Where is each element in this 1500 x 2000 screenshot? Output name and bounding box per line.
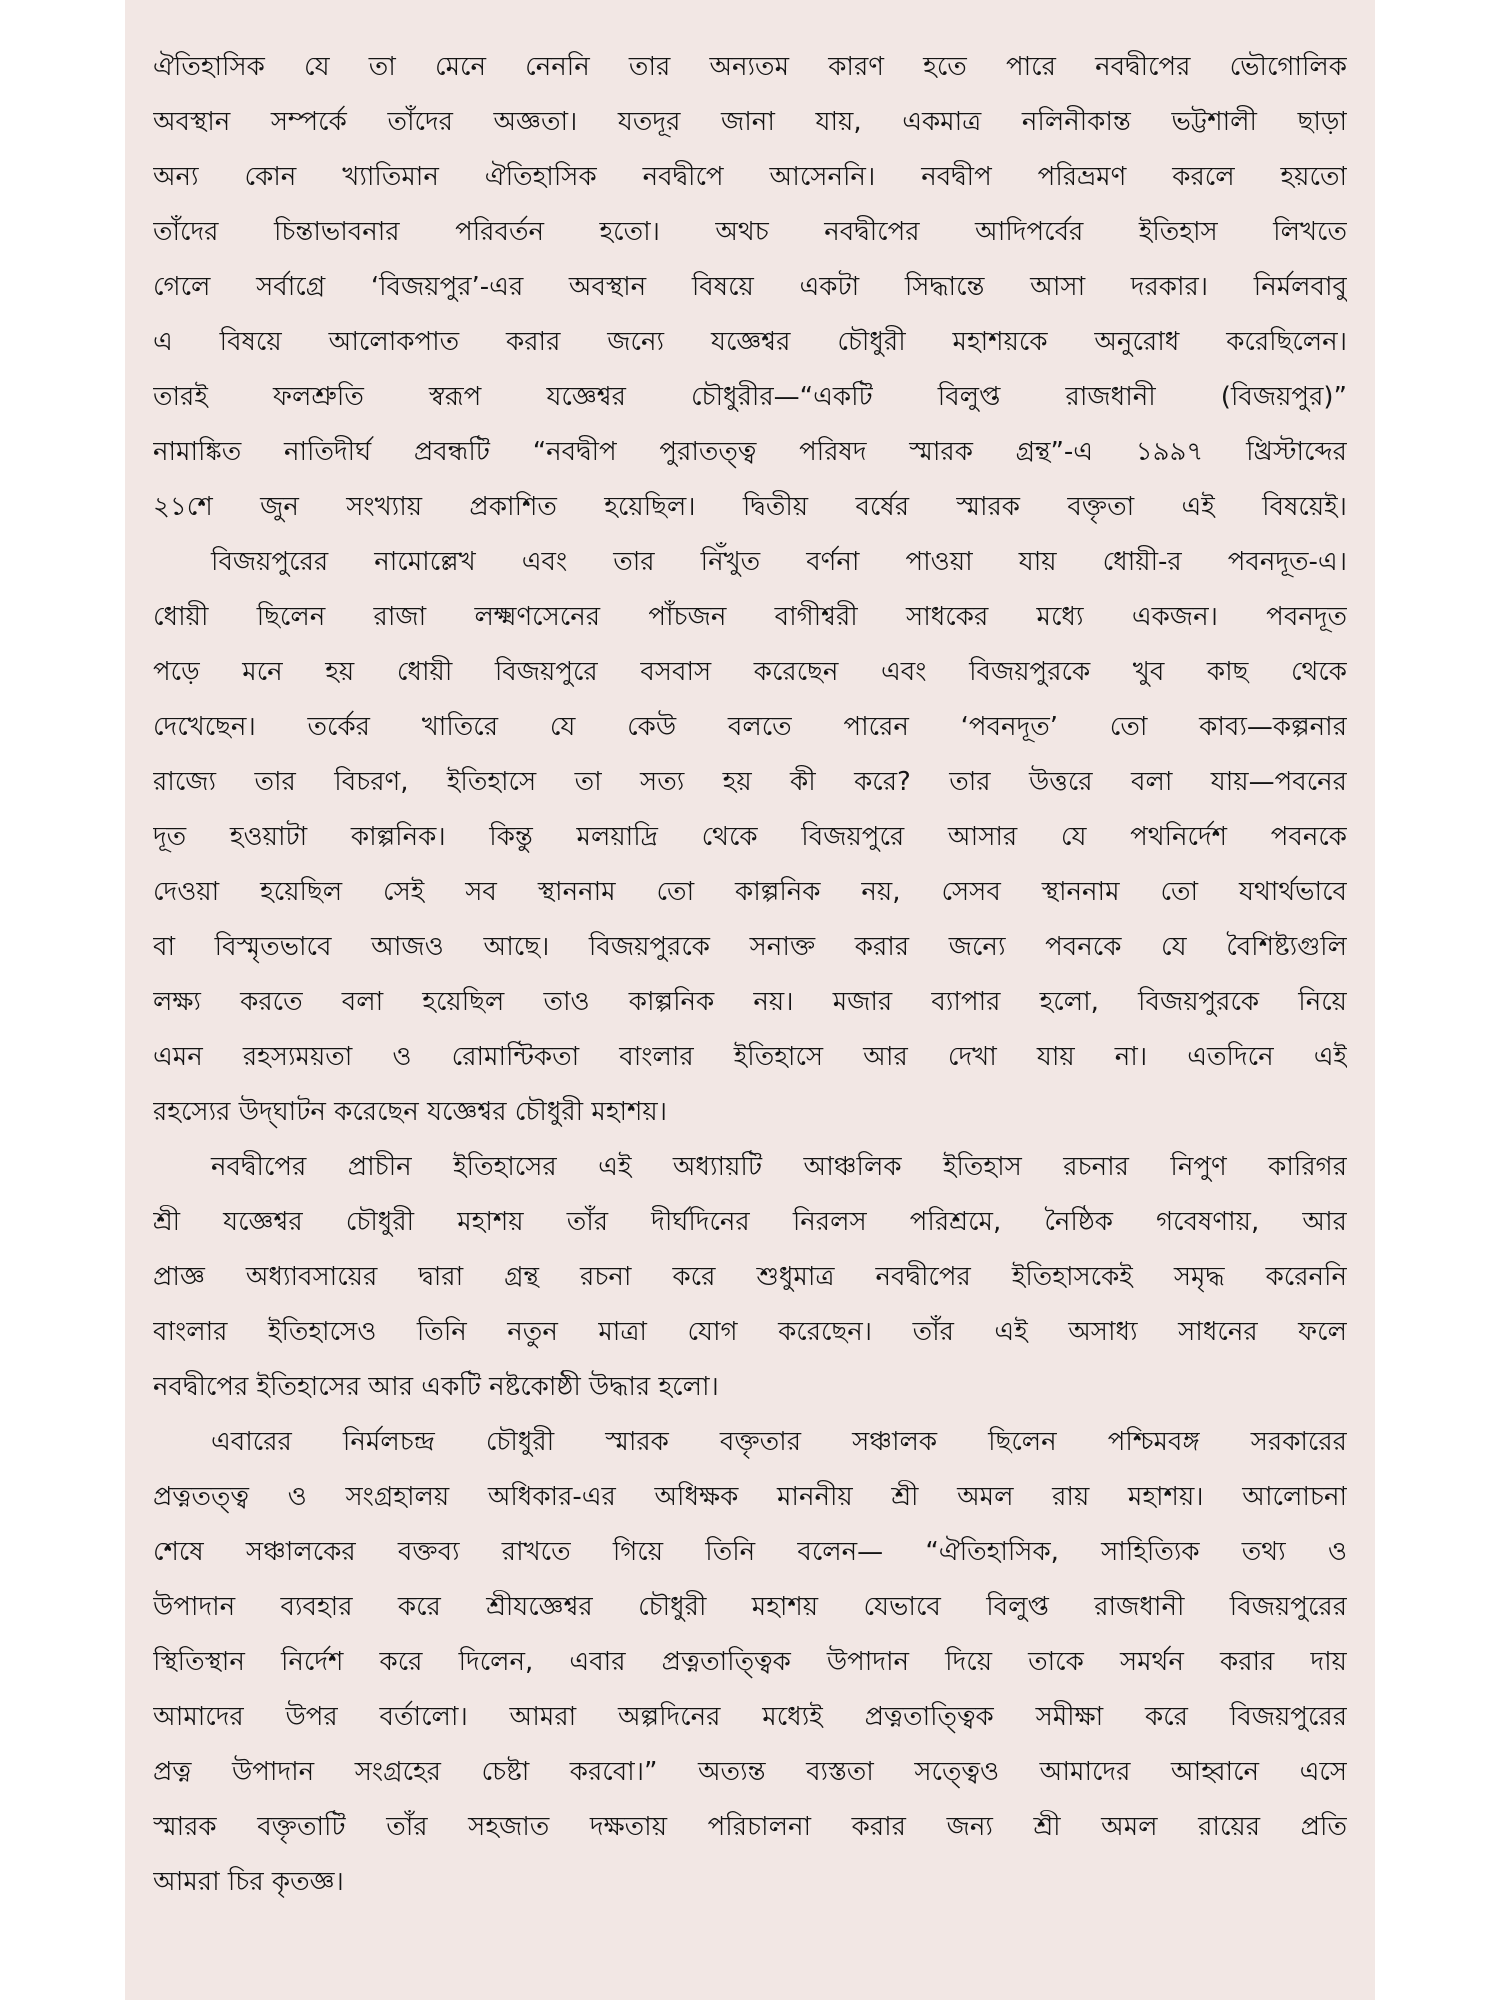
text-line: উপাদান ব্যবহার করে শ্রীযজ্ঞেশ্বর চৌধুরী মহাশয় যেভাবে বিলুপ্ত রাজধানী বিজয়পুরের [153,1592,1347,1622]
book-page [125,0,1375,2000]
paragraph-end-line: রহস্যের উদ্‌ঘাটন করেছেন যজ্ঞেশ্বর চৌধুরী মহাশয়। [153,1097,668,1127]
text-line: ধোয়ী ছিলেন রাজা লক্ষ্মণসেনের পাঁচজন বাগীশ্বরী সাধকের মধ্যে একজন। পবনদূত [153,602,1347,632]
text-line: প্রাজ্ঞ অধ্যাবসায়ের দ্বারা গ্রন্থ রচনা করে শুধুমাত্র নবদ্বীপের ইতিহাসকেই সমৃদ্ধ করেননি [153,1262,1347,1292]
text-line: ঐতিহাসিক যে তা মেনে নেননি তার অন্যতম কারণ হতে পারে নবদ্বীপের ভৌগোলিক [153,52,1347,82]
text-line: এমন রহস্যময়তা ও রোমান্টিকতা বাংলার ইতিহাসে আর দেখা যায় না। এতদিনে এই [153,1042,1347,1072]
paragraph-start-line: নবদ্বীপের প্রাচীন ইতিহাসের এই অধ্যায়টি আঞ্চলিক ইতিহাস রচনার নিপুণ কারিগর [211,1152,1347,1182]
text-line: দেখেছেন। তর্কের খাতিরে যে কেউ বলতে পারেন ‘পবনদূত’ তো কাব্য—কল্পনার [153,712,1347,742]
text-line: শ্রী যজ্ঞেশ্বর চৌধুরী মহাশয় তাঁর দীর্ঘদিনের নিরলস পরিশ্রমে, নৈষ্ঠিক গবেষণায়, আর [153,1207,1347,1237]
text-line: প্রত্নতত্ত্ব ও সংগ্রহালয় অধিকার-এর অধিক্ষক মাননীয় শ্রী অমল রায় মহাশয়। আলোচনা [153,1482,1347,1512]
text-line: বাংলার ইতিহাসেও তিনি নতুন মাত্রা যোগ করেছেন। তাঁর এই অসাধ্য সাধনের ফলে [153,1317,1347,1347]
text-line: লক্ষ্য করতে বলা হয়েছিল তাও কাল্পনিক নয়। মজার ব্যাপার হলো, বিজয়পুরকে নিয়ে [153,987,1347,1017]
text-line: তারই ফলশ্রুতি স্বরূপ যজ্ঞেশ্বর চৌধুরীর—“একটি বিলুপ্ত রাজধানী (বিজয়পুর)” [153,382,1347,412]
text-line: প্রত্ন উপাদান সংগ্রহের চেষ্টা করবো।” অত্যন্ত ব্যস্ততা সত্ত্বেও আমাদের আহ্বানে এসে [153,1757,1347,1787]
text-line: শেষে সঞ্চালকের বক্তব্য রাখতে গিয়ে তিনি বলেন— “ঐতিহাসিক, সাহিত্যিক তথ্য ও [153,1537,1347,1567]
text-line: পড়ে মনে হয় ধোয়ী বিজয়পুরে বসবাস করেছেন এবং বিজয়পুরকে খুব কাছ থেকে [153,657,1347,687]
text-line: স্মারক বক্তৃতাটি তাঁর সহজাত দক্ষতায় পরিচালনা করার জন্য শ্রী অমল রায়ের প্রতি [153,1812,1347,1842]
text-line: গেলে সর্বাগ্রে ‘বিজয়পুর’-এর অবস্থান বিষয়ে একটা সিদ্ধান্তে আসা দরকার। নির্মলবাবু [153,272,1347,302]
text-line: নামাঙ্কিত নাতিদীর্ঘ প্রবন্ধটি “নবদ্বীপ পুরাতত্ত্ব পরিষদ স্মারক গ্রন্থ”-এ ১৯৯৭ খ্রিস্টাব্দের [153,437,1347,467]
text-line: স্থিতিস্থান নির্দেশ করে দিলেন, এবার প্রত্নতাত্ত্বিক উপাদান দিয়ে তাকে সমর্থন করার দায় [153,1647,1347,1677]
paragraph-end-line: নবদ্বীপের ইতিহাসের আর একটি নষ্টকোষ্ঠী উদ্ধার হলো। [153,1372,719,1402]
text-line: দেওয়া হয়েছিল সেই সব স্থাননাম তো কাল্পনিক নয়, সেসব স্থাননাম তো যথার্থভাবে [153,877,1347,907]
text-line: বা বিস্মৃতভাবে আজও আছে। বিজয়পুরকে সনাক্ত করার জন্যে পবনকে যে বৈশিষ্ট্যগুলি [153,932,1347,962]
text-line: ২১শে জুন সংখ্যায় প্রকাশিত হয়েছিল। দ্বিতীয় বর্ষের স্মারক বক্তৃতা এই বিষয়েই। [153,492,1347,522]
text-line: দূত হওয়াটা কাল্পনিক। কিন্তু মলয়াদ্রি থেকে বিজয়পুরে আসার যে পথনির্দেশ পবনকে [153,822,1347,852]
paragraph-start-line: এবারের নির্মলচন্দ্র চৌধুরী স্মারক বক্তৃতার সঞ্চালক ছিলেন পশ্চিমবঙ্গ সরকারের [211,1427,1347,1457]
text-line: অবস্থান সম্পর্কে তাঁদের অজ্ঞতা। যতদূর জানা যায়, একমাত্র নলিনীকান্ত ভট্টশালী ছাড়া [153,107,1347,137]
text-line: এ বিষয়ে আলোকপাত করার জন্যে যজ্ঞেশ্বর চৌধুরী মহাশয়কে অনুরোধ করেছিলেন। [153,327,1347,357]
text-line: আমাদের উপর বর্তালো। আমরা অল্পদিনের মধ্যেই প্রত্নতাত্ত্বিক সমীক্ষা করে বিজয়পুরের [153,1702,1347,1732]
paragraph-end-line: আমরা চির কৃতজ্ঞ। [153,1867,344,1897]
text-line: তাঁদের চিন্তাভাবনার পরিবর্তন হতো। অথচ নবদ্বীপের আদিপর্বের ইতিহাস লিখতে [153,217,1347,247]
paragraph-start-line: বিজয়পুরের নামোল্লেখ এবং তার নিঁখুত বর্ণনা পাওয়া যায় ধোয়ী-র পবনদূত-এ। [211,547,1347,577]
text-line: অন্য কোন খ্যাতিমান ঐতিহাসিক নবদ্বীপে আসেননি। নবদ্বীপ পরিভ্রমণ করলে হয়তো [153,162,1347,192]
text-line: রাজ্যে তার বিচরণ, ইতিহাসে তা সত্য হয় কী করে? তার উত্তরে বলা যায়—পবনের [153,767,1347,797]
